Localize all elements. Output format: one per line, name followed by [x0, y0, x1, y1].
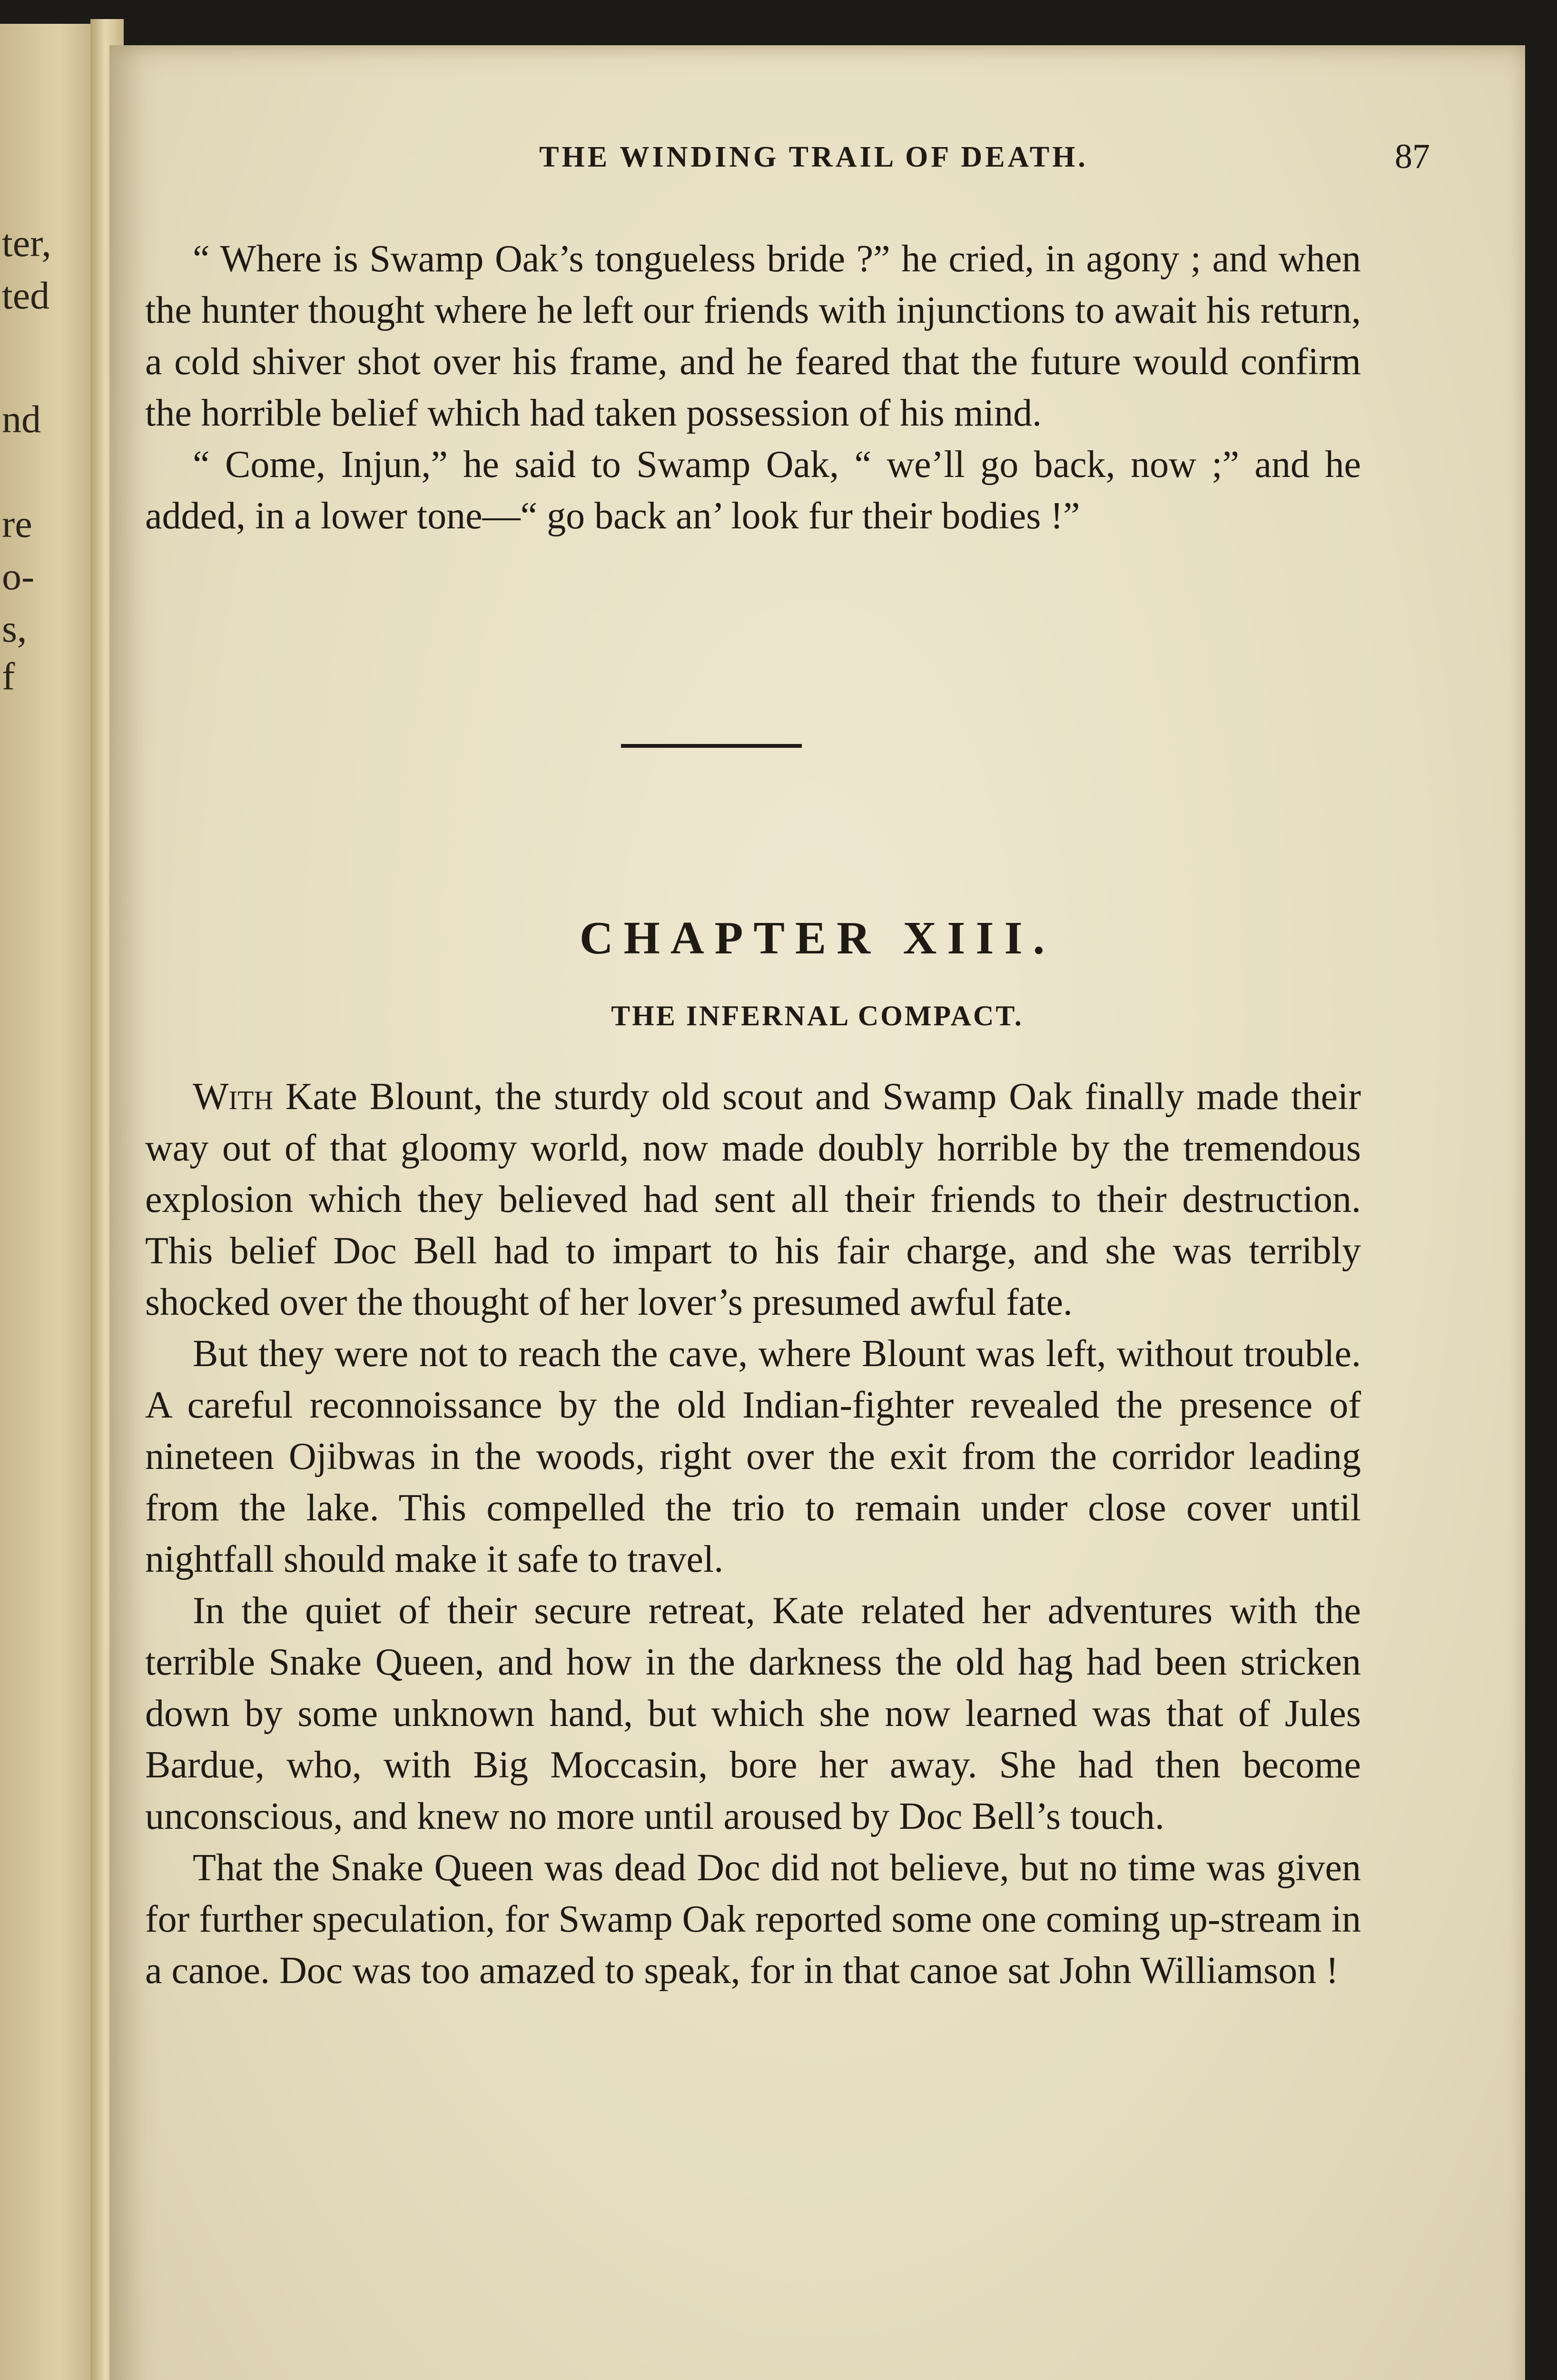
- left-page-fragment: ter,: [2, 221, 51, 265]
- left-page-fragment: re: [2, 502, 32, 545]
- first-word: With: [193, 1076, 273, 1118]
- paragraph: “ Where is Swamp Oak’s tongueless bride ?” he cried, in agony ; and when the hunter thought where he left our friends with injunctions to await his return, a cold shiver shot over his frame, and he feared that the future would confirm the horrible belief which had taken possession of his mind.: [145, 238, 1361, 434]
- chapter-title: CHAPTER XIII.: [579, 912, 1055, 964]
- paragraph: [145, 1071, 1361, 1328]
- left-page-fragment: s,: [2, 607, 27, 650]
- book-page: [109, 45, 1525, 2380]
- paragraph: “ Come, Injun,” he said to Swamp Oak, “ we’ll go back, now ;” and he added, in a lower tone—“ go back an’ look fur their bodies !”: [145, 444, 1361, 537]
- left-page-fragment: ted: [2, 274, 50, 317]
- paragraph: But they were not to reach the cave, where Blount was left, without trouble. A careful reconnoissance by the old Indian-fighter revealed the presence of nineteen Ojibwas in the woods, right over the exit from the corridor leading from the lake. This compelled the trio to remain under close cover until nightfall should make it safe to travel.: [145, 1333, 1361, 1580]
- left-page-fragment: o-: [2, 555, 35, 598]
- running-head: [109, 137, 1525, 183]
- chapter-subtitle: THE INFERNAL COMPACT.: [611, 1000, 1024, 1031]
- chapter-end-text: [145, 233, 1361, 542]
- paragraph: In the quiet of their secure retreat, Kate related her adventures with the terrible Snake Queen, and how in the darkness the old hag had been stricken down by some unknown hand, but which she now learned was that of Jules Bardue, who, with Big Moccasin, bore her away. She had then become unconscious, and knew no more until aroused by Doc Bell’s touch.: [145, 1590, 1361, 1837]
- paragraph: That the Snake Queen was dead Doc did not believe, but no time was given for further speculation, for Swamp Oak reported some one coming up-stream in a canoe. Doc was too amazed to speak, for in that canoe sat John Williamson !: [145, 1847, 1361, 1992]
- left-page-fragment: nd: [2, 397, 41, 441]
- left-page-fragment: f: [2, 654, 15, 698]
- paragraph-rest: Kate Blount, the sturdy old scout and Swamp Oak finally made their way out of that gloomy world, now made doubly horrible by the tremendous explosion which they believed had sent all their friends to their destruction. This belief Doc Bell had to impart to his fair charge, and she was terribly shocked over the thought of her lover’s presumed awful fate.: [145, 1076, 1361, 1323]
- running-title: THE WINDING TRAIL OF DEATH.: [539, 141, 1088, 173]
- section-divider: [621, 744, 802, 748]
- chapter-body: [145, 1071, 1361, 1996]
- page-number: 87: [1395, 137, 1430, 176]
